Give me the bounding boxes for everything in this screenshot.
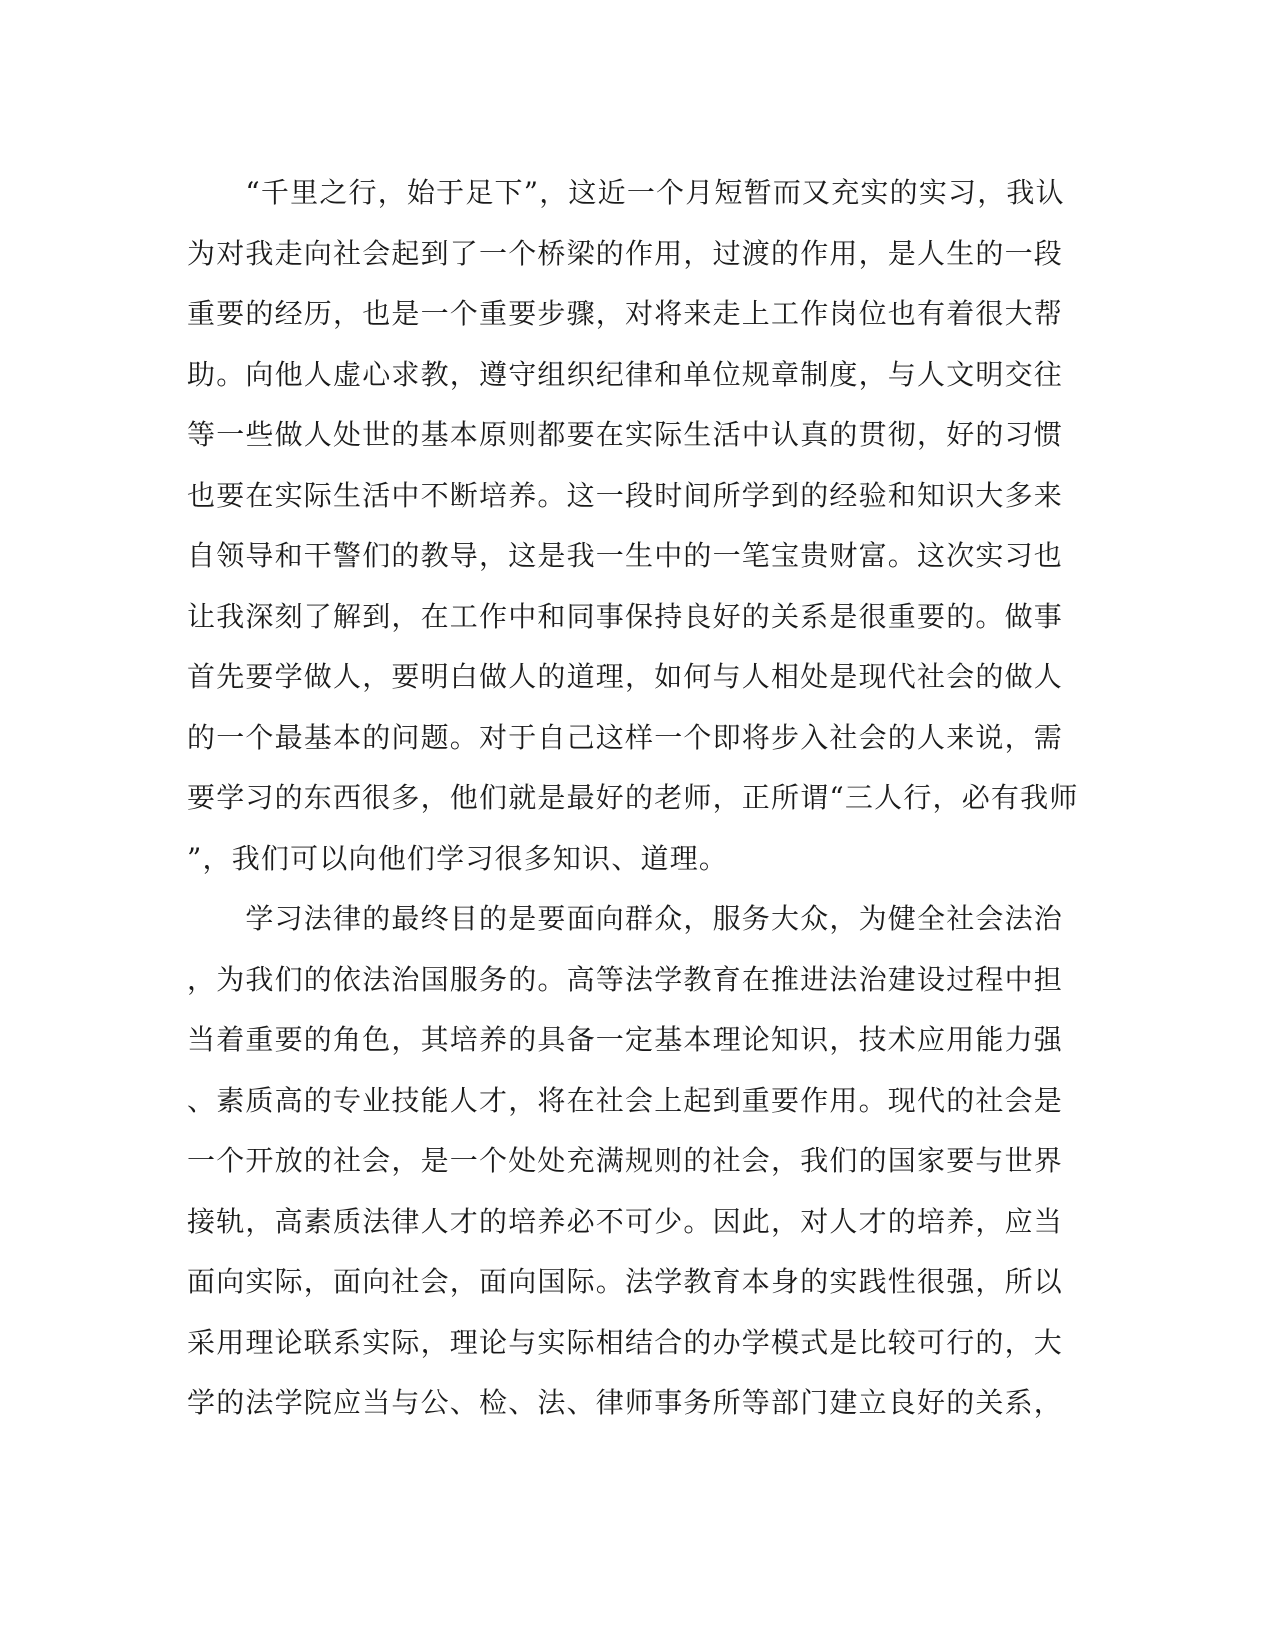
text-line: “千里之行，始于足下”，这近一个月短暂而又充实的实习，我认 (187, 176, 1065, 209)
text-line: 采用理论联系实际，理论与实际相结合的办学模式是比较可行的，大 (187, 1325, 1064, 1359)
text-line: 、素质高的专业技能人才，将在社会上起到重要作用。现代的社会是 (187, 1083, 1064, 1117)
text-line: 一个开放的社会，是一个处处充满规则的社会，我们的国家要与世界 (187, 1144, 1064, 1177)
text-line: 为对我走向社会起到了一个桥梁的作用，过渡的作用，是人生的一段 (187, 236, 1064, 270)
text-line: 重要的经历，也是一个重要步骤，对将来走上工作岗位也有着很大帮 (187, 297, 1064, 330)
text-line: 等一些做人处世的基本原则都要在实际生活中认真的贯彻，好的习惯 (187, 418, 1064, 451)
text-line: ，为我们的依法治国服务的。高等法学教育在推进法治建设过程中担 (187, 962, 1064, 996)
text-line: 学习法律的最终目的是要面向群众，服务大众，为健全社会法治 (187, 902, 1064, 935)
text-line: 的一个最基本的问题。对于自己这样一个即将步入社会的人来说，需 (187, 720, 1064, 754)
text-line: 要学习的东西很多，他们就是最好的老师，正所谓“三人行，必有我师 (187, 781, 1079, 814)
text-line: 首先要学做人，要明白做人的道理，如何与人相处是现代社会的做人 (187, 660, 1064, 693)
text-line: 面向实际，面向社会，面向国际。法学教育本身的实践性很强，所以 (187, 1265, 1064, 1298)
paragraph-2 (187, 889, 1067, 1434)
text-line: ”，我们可以向他们学习很多知识、道理。 (187, 841, 729, 875)
body-text (187, 163, 1079, 1434)
text-line: 也要在实际生活中不断培养。这一段时间所学到的经验和知识大多来 (187, 478, 1064, 512)
text-line: 学的法学院应当与公、检、法、律师事务所等部门建立良好的关系， (187, 1386, 1064, 1419)
text-line: 助。向他人虚心求教，遵守组织纪律和单位规章制度，与人文明交往 (187, 357, 1064, 391)
text-line: 接轨，高素质法律人才的培养必不可少。因此，对人才的培养，应当 (187, 1204, 1064, 1238)
text-line: 让我深刻了解到，在工作中和同事保持良好的关系是很重要的。做事 (187, 599, 1064, 633)
paragraph-1 (187, 163, 1079, 889)
text-line: 自领导和干警们的教导，这是我一生中的一笔宝贵财富。这次实习也 (187, 539, 1064, 572)
text-line: 当着重要的角色，其培养的具备一定基本理论知识，技术应用能力强 (187, 1023, 1064, 1056)
